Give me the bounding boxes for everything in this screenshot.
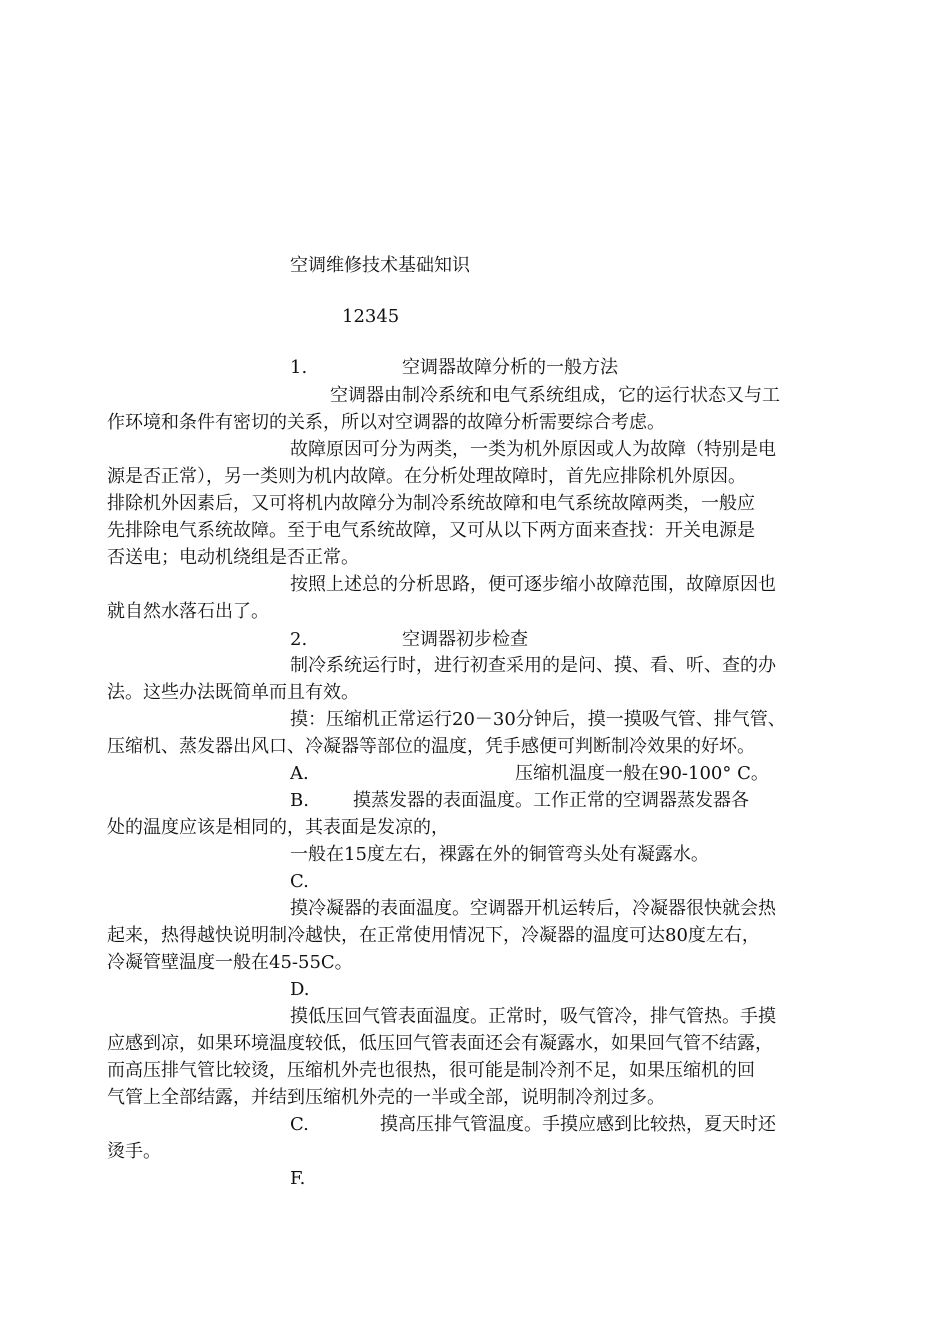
paragraph-line: 摸低压回气管表面温度。正常时，吸气管冷，排气管热。手摸: [290, 1006, 776, 1027]
paragraph-line: 作环境和条件有密切的关系，所以对空调器的故障分析需要综合考虑。: [107, 412, 665, 433]
document-code: 12345: [342, 306, 400, 327]
item-b-text: 摸蒸发器的表面温度。工作正常的空调器蒸发器各: [353, 790, 749, 811]
paragraph-line: 起来，热得越快说明制冷越快，在正常使用情况下，冷凝器的温度可达80度左右，: [107, 925, 760, 946]
item-e-text: 摸高压排气管温度。手摸应感到比较热，夏天时还: [380, 1114, 776, 1135]
paragraph-line: 冷凝管壁温度一般在45-55C。: [107, 952, 353, 973]
paragraph-line: 烫手。: [107, 1141, 161, 1162]
paragraph-line: 摸：压缩机正常运行20－30分钟后，摸一摸吸气管、排气管、: [290, 709, 786, 730]
paragraph-line: 就自然水落石出了。: [107, 601, 269, 622]
paragraph-line: 摸冷凝器的表面温度。空调器开机运转后，冷凝器很快就会热: [290, 898, 776, 919]
paragraph-line: 压缩机、蒸发器出风口、冷凝器等部位的温度，凭手感便可判断制冷效果的好坏。: [107, 736, 755, 757]
item-a-label: A.: [290, 763, 309, 784]
paragraph-line: 否送电；电动机绕组是否正常。: [107, 547, 359, 568]
document-title: 空调维修技术基础知识: [290, 255, 470, 276]
paragraph-line: 按照上述总的分析思路，便可逐步缩小故障范围，故障原因也: [290, 574, 776, 595]
paragraph-line: 先排除电气系统故障。至于电气系统故障，又可从以下两方面来查找：开关电源是: [107, 520, 755, 541]
paragraph-line: 应感到凉，如果环境温度较低，低压回气管表面还会有凝露水，如果回气管不结露，: [107, 1033, 773, 1054]
paragraph-line: 空调器由制冷系统和电气系统组成，它的运行状态又与工: [330, 385, 780, 406]
paragraph-line: 制冷系统运行时，进行初查采用的是问、摸、看、听、查的办: [290, 655, 776, 676]
paragraph-line: 一般在15度左右，裸露在外的铜管弯头处有凝露水。: [290, 844, 709, 865]
item-e-label: C.: [290, 1114, 309, 1135]
section-1-heading: 空调器故障分析的一般方法: [402, 357, 618, 378]
section-2-heading: 空调器初步检查: [402, 629, 528, 650]
paragraph-line: 故障原因可分为两类，一类为机外原因或人为故障（特别是电: [290, 439, 776, 460]
section-2-number: 2.: [290, 629, 308, 650]
paragraph-line: 源是否正常），另一类则为机内故障。在分析处理故障时，首先应排除机外原因。: [107, 466, 746, 487]
paragraph-line: 排除机外因素后，又可将机内故障分为制冷系统故障和电气系统故障两类，一般应: [107, 493, 755, 514]
paragraph-line: 法。这些办法既简单而且有效。: [107, 682, 359, 703]
section-1-number: 1.: [290, 357, 308, 378]
item-a-text: 压缩机温度一般在90-100° C。: [515, 763, 769, 784]
item-b-label: B.: [290, 790, 309, 811]
item-c-label: C.: [290, 871, 309, 892]
paragraph-line: 处的温度应该是相同的，其表面是发凉的，: [107, 817, 449, 838]
item-d-label: D.: [290, 979, 310, 1000]
item-f-label: F.: [290, 1168, 306, 1189]
paragraph-line: 气管上全部结露，并结到压缩机外壳的一半或全部，说明制冷剂过多。: [107, 1087, 665, 1108]
paragraph-line: 而高压排气管比较烫，压缩机外壳也很热，很可能是制冷剂不足，如果压缩机的回: [107, 1060, 755, 1081]
